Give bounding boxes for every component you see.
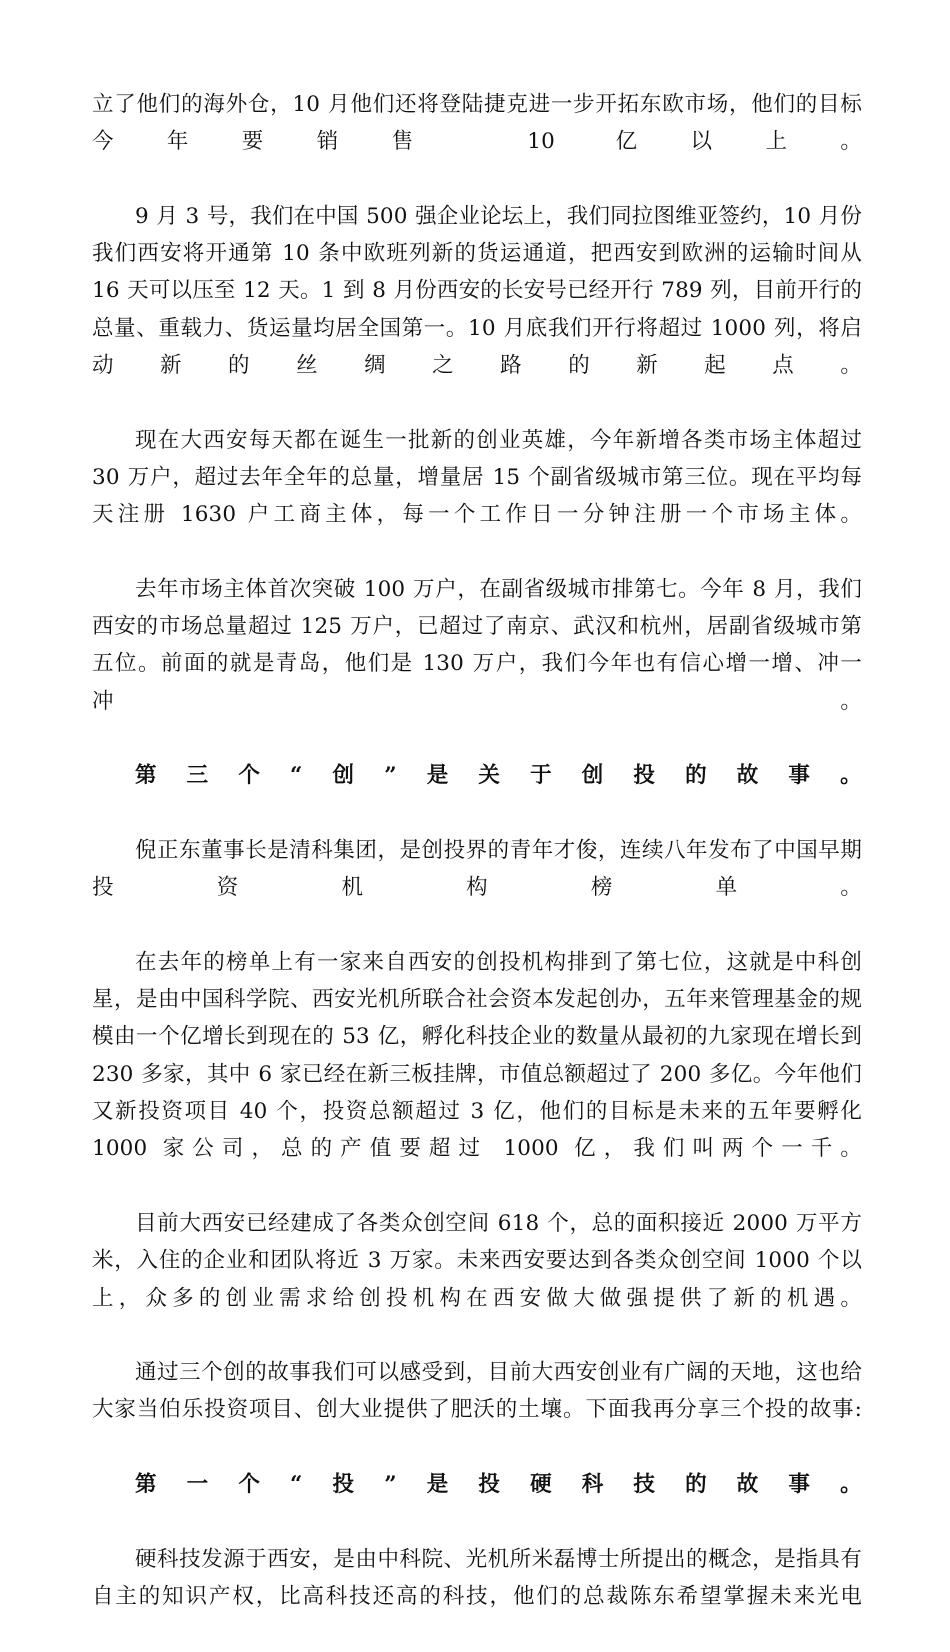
paragraph-7: 在去年的榜单上有一家来自西安的创投机构排到了第七位，这就是中科创星，是由中国科学院、西安光机所联合社会资本发起创办，五年来管理基金的规模由一个亿增长到现在的 53 亿，孵化科技企业的数量从最初的九家现在增长到 230 多家，其中 6 家已经在新三板挂牌，市值总额超过了 200 多亿。今年他们又新投资项目 40 个，投资总额超过 3 亿，他们的目标是未来的五年要孵化 1000 家公司，总的产值要超过 1000 亿，我们叫两个一千。 — [92, 949, 862, 1162]
paragraph-9: 通过三个创的故事我们可以感受到，目前大西安创业有广阔的天地，这也给大家当伯乐投资项目、创大业提供了肥沃的土壤。下面我再分享三个投的故事: — [92, 1360, 862, 1423]
paragraph-1: 立了他们的海外仓，10 月他们还将登陆捷克进一步开拓东欧市场，他们的目标今年要销售 10 亿以上。 — [92, 92, 862, 155]
paragraph-11: 硬科技发源于西安，是由中科院、光机所米磊博士所提出的概念，是指具有自主的知识产权，比高科技还高的科技，他们的总裁陈东希望掌握未来光电 — [92, 1546, 862, 1609]
heading-third-chuang: 第三个“创”是关于创投的故事。 — [135, 763, 862, 789]
paragraph-8: 目前大西安已经建成了各类众创空间 618 个，总的面积接近 2000 万平方米，入住的企业和团队将近 3 万家。未来西安要达到各类众创空间 1000 个以上，众多的创业需求给创投机构在西安做大做强提供了新的机遇。 — [92, 1210, 862, 1311]
paragraph-3: 现在大西安每天都在诞生一批新的创业英雄，今年新增各类市场主体超过 30 万户，超过去年全年的总量，增量居 15 个副省级城市第三位。现在平均每天注册 1630 户工商主体，每一个工作日一分钟注册一个市场主体。 — [92, 427, 862, 528]
document-text-column — [92, 86, 862, 1652]
paragraph-2: 9 月 3 号，我们在中国 500 强企业论坛上，我们同拉图维亚签约，10 月份我们西安将开通第 10 条中欧班列新的货运通道，把西安到欧洲的运输时间从 16 天可以压至 12 天。1 到 8 月份西安的长安号已经开行 789 列，目前开行的总量、重载力、货运量均居全国第一。10 月底我们开行将超过 1000 列，将启动新的丝绸之路的新起点。 — [92, 203, 862, 379]
paragraph-4: 去年市场主体首次突破 100 万户，在副省级城市排第七。今年 8 月，我们西安的市场总量超过 125 万户，已超过了南京、武汉和杭州，居副省级城市第五位。前面的就是青岛，他们是 130 万户，我们今年也有信心增一增、冲一冲。 — [92, 576, 862, 714]
heading-first-tou: 第一个“投”是投硬科技的故事。 — [135, 1471, 862, 1497]
paragraph-6: 倪正东董事长是清科集团，是创投界的青年才俊，连续八年发布了中国早期投资机构榜单。 — [92, 837, 862, 901]
